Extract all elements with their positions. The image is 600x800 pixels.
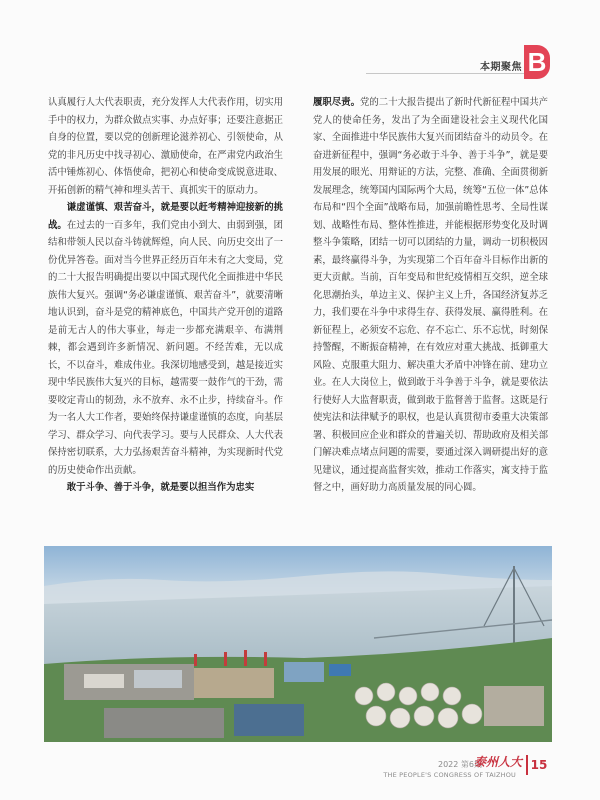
left-paragraph-1: 认真履行人大代表职责，充分发挥人大代表作用，切实用手中的权力，为群众做点实事、办点好事；还要注意据正自身的位置，要以党的创新理论滋养初心、引领使命，从党的非凡历史中找寻初心、激励使命，在严肃党内政治生活中锤炼初心、体悟使命，把初心和使命变成锐意进取、开拓创新的精气神和埋头苦干、真抓实干的原动力。 [48,97,283,196]
left-paragraph-3 [48,479,283,497]
paragraph-body: 在过去的一百多年，我们党由小到大、由弱到强，团结和带领人民以奋斗铸就辉煌，向人民、向历史交出了一份优异答卷。面对当今世界正经历百年未有之大变局，党的二十大报告明确提出要以中国式现代化全面推进中华民族伟大复兴。强调“务必谦虚谨慎、艰苦奋斗”，就要清晰地认识到，奋斗是党的精神底色，中国共产党开创的道路是前无古人的伟大事业，每走一步都充满艰辛、布满荆棘，都会遇到许多新情况、新问题。不经苦难，无以成长，不以奋斗，难成伟业。我深切地感受到，越是接近实现中华民族伟大复兴的目标，越需要一鼓作气的干劲，需要咬定青山的韧劲，永不放弃、永不止步，持续奋斗。作为一名人大工作者，要始终保持谦虚谨慎的态度，向基层学习、群众学习、向代表学习。要与人民群众、人大代表保持密切联系，大力弘扬艰苦奋斗精神，为实现新时代党的历史使命作出贡献。 [48,219,283,476]
left-column [48,94,283,497]
section-badge: B [524,45,550,79]
right-paragraph-1 [313,94,548,497]
section-label: 本期聚焦 [480,62,522,73]
issue-number: 2022 第6期 [438,760,482,769]
header-divider [366,73,526,74]
paragraph-lead: 谦虚谨慎、艰苦奋斗，就是要以赶考精神迎接新的挑战。 [48,202,283,231]
paragraph-lead: 敢于斗争、善于斗争，就是要以担当作为忠实 [66,482,255,493]
right-column [313,94,548,497]
left-paragraph-2 [48,199,283,479]
paragraph-lead: 履职尽责。 [313,97,360,108]
paragraph-body: 党的二十大报告提出了新时代新征程中国共产党人的使命任务，发出了为全面建设社会主义现代化国家、全面推进中华民族伟大复兴而团结奋斗的动员令。在奋进新征程中，强调“务必敢于斗争、善于斗争”，就是要用发展的眼光、用辩证的方法，完整、准确、全面贯彻新发展理念，统筹国内国际两个大局，统筹“五位一体”总体布局和“四个全面”战略布局，加强前瞻性思考、全局性谋划、战略性布局、整体性推进，并能根据形势变化及时调整斗争策略，团结一切可以团结的力量，调动一切积极因素，最终赢得斗争，为实现第二个百年奋斗目标作出新的更大贡献。当前，百年变局和世纪疫情相互交织，逆全球化思潮抬头，单边主义、保护主义上升，各国经济复苏乏力，我们要在斗争中求得生存、获得发展、赢得胜利。在新征程上，必须安不忘危、存不忘亡、乐不忘忧，时刻保持警醒，不断振奋精神，在有效应对重大挑战、抵御重大风险、克服重大阻力、解决重大矛盾中冲锋在前、建功立业。在人大岗位上，做到敢于斗争善于斗争，就是要依法行使好人大监督职责，做到敢于监督善于监督。这既是行使宪法和法律赋予的职权，也是认真贯彻市委重大决策部署、积极回应企业和群众的普遍关切、帮助政府及相关部门解决难点堵点问题的需要，要通过深入调研提出好的意见建议，通过提高监督实效，推动工作落实，寓支持于监督之中，画好助力高质量发展的同心圆。 [313,97,548,493]
page-number: 15 [526,755,550,775]
aerial-city-photo [44,546,552,742]
aerial-photo-illustration [44,546,552,742]
page-header [360,44,600,84]
magazine-logo: 泰州人大 [473,755,522,769]
page-footer [0,752,600,782]
magazine-english-name: THE PEOPLE'S CONGRESS OF TAIZHOU [383,771,516,779]
